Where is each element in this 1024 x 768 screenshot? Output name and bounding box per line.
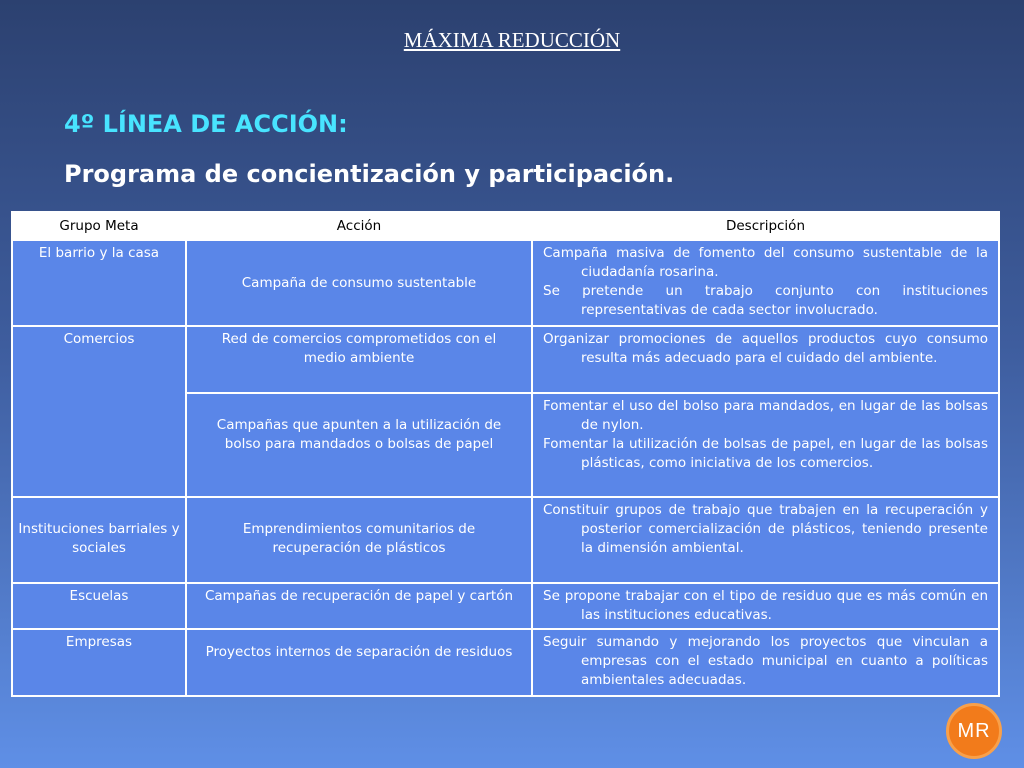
description-cell: [532, 393, 999, 497]
goal-cell: Escuelas: [12, 583, 186, 629]
table-row: [12, 583, 999, 629]
description-paragraph: Fomentar la utilización de bolsas de papel, en lugar de las bolsas plásticas, como iniciativa de los comercios.: [543, 436, 988, 471]
action-cell: Campaña de consumo sustentable: [186, 240, 532, 326]
header-action: Acción: [186, 212, 532, 240]
table-row: [12, 629, 999, 696]
action-cell: Red de comercios comprometidos con el medio ambiente: [186, 326, 532, 393]
description-paragraph: Constituir grupos de trabajo que trabajen en la recuperación y posterior comercialización de plásticos, teniendo presente la dimensión ambiental.: [543, 502, 988, 556]
action-cell: Emprendimientos comunitarios de recuperación de plásticos: [186, 497, 532, 583]
description-cell: [532, 326, 999, 393]
description-cell: [532, 497, 999, 583]
line-heading: 4º LÍNEA DE ACCIÓN:: [64, 110, 348, 138]
header-goal-group: Grupo Meta: [12, 212, 186, 240]
description-cell: [532, 583, 999, 629]
description-paragraph: Seguir sumando y mejorando los proyectos que vinculan a empresas con el estado municipal en cuanto a políticas ambientales adecuadas.: [543, 634, 988, 688]
goal-cell: Comercios: [12, 326, 186, 497]
table-row: [12, 326, 999, 393]
goal-cell: Instituciones barriales y sociales: [12, 497, 186, 583]
action-cell: Campañas de recuperación de papel y cartón: [186, 583, 532, 629]
description-paragraph: Campaña masiva de fomento del consumo sustentable de la ciudadanía rosarina.: [543, 245, 988, 280]
goal-cell: El barrio y la casa: [12, 240, 186, 326]
description-cell: [532, 629, 999, 696]
table-header-row: [12, 212, 999, 240]
slide-title: MÁXIMA REDUCCIÓN: [403, 28, 621, 52]
action-cell: Campañas que apunten a la utilización de bolso para mandados o bolsas de papel: [186, 393, 532, 497]
action-cell: Proyectos internos de separación de residuos: [186, 629, 532, 696]
description-paragraph: Organizar promociones de aquellos productos cuyo consumo resulta más adecuado para el cuidado del ambiente.: [543, 331, 988, 366]
table-row: [12, 240, 999, 326]
description-paragraph: Se pretende un trabajo conjunto con instituciones representativas de cada sector involucrado.: [543, 283, 988, 318]
description-paragraph: Fomentar el uso del bolso para mandados, en lugar de las bolsas de nylon.: [543, 398, 988, 433]
mr-logo: [946, 703, 1002, 759]
description-paragraph: Se propone trabajar con el tipo de residuo que es más común en las instituciones educativas.: [543, 588, 988, 623]
table-row: [12, 497, 999, 583]
actions-table: [11, 211, 1000, 697]
logo-text: MR: [957, 719, 991, 742]
goal-cell: Empresas: [12, 629, 186, 696]
header-description: Descripción: [532, 212, 999, 240]
description-cell: [532, 240, 999, 326]
program-title: Programa de concientización y participación.: [64, 160, 675, 188]
